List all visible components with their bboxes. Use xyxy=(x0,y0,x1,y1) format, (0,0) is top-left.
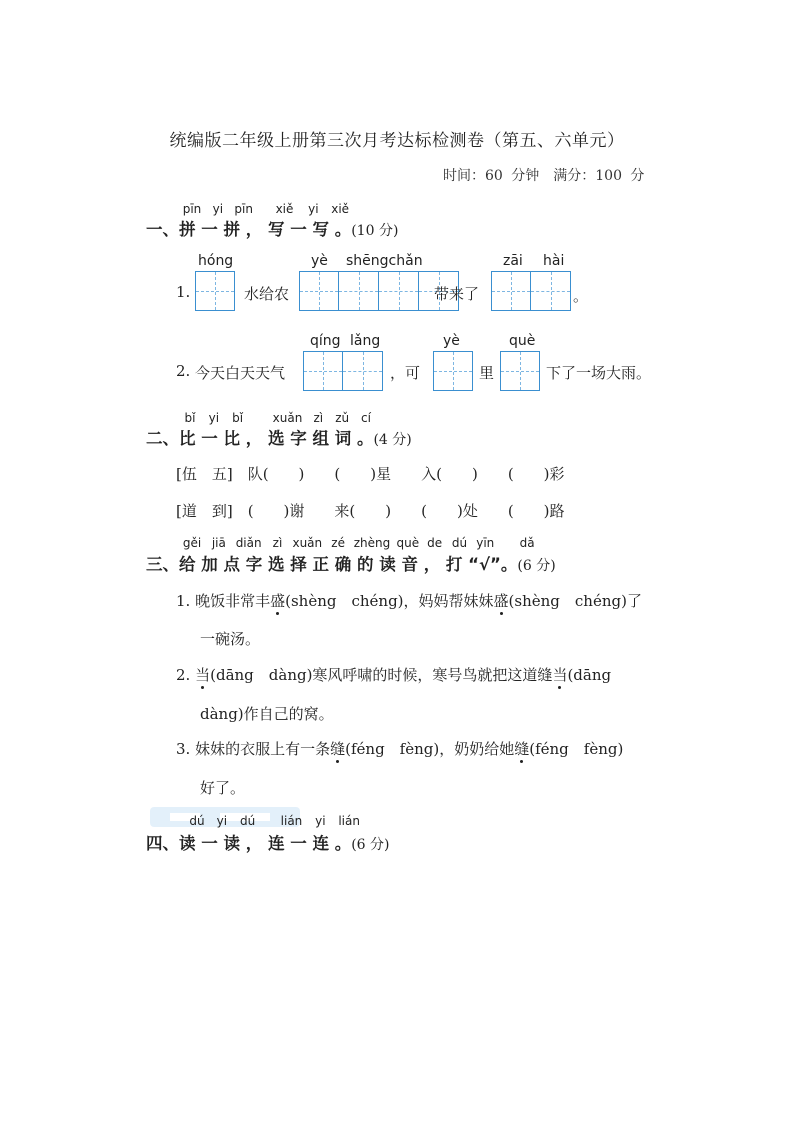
section3-heading: 三、给 加 点 字 选 择 正 确 的 读 音 ， 打 “√”。(6 分) xyxy=(146,555,556,574)
q2-text-b: ，可 xyxy=(390,364,421,382)
q2-pinyin-que: què xyxy=(509,333,536,349)
q2-text-c: 里 xyxy=(479,364,495,382)
q1-pinyin-zai: zāi xyxy=(503,253,523,269)
section2-row-1: [伍 五] 队( ) ( )星 入( ) ( )彩 xyxy=(176,465,565,483)
section3-item-2: 2. 当(dāng dàng)寒风呼啸的时候，寒号鸟就把这道缝当(dāng xyxy=(176,666,612,684)
page-title: 统编版二年级上册第三次月考达标检测卷（第五、六单元） xyxy=(169,131,625,151)
section1-heading-pinyin: pīn yi pīn xiě yi xiě xyxy=(182,202,350,216)
section4-heading-pinyin: dú yi dú lián yi lián xyxy=(189,814,360,828)
section1-heading: 一、拼 一 拼 ， 写 一 写 。(10 分) xyxy=(146,220,399,239)
section3-item-3: 3. 妹妹的衣服上有一条缝(féng fèng)，奶奶给她缝(féng fèng) xyxy=(176,740,624,758)
section3-heading-pinyin: gěi jiā diǎn zì xuǎn zé zhèng què de dú yīn dǎ xyxy=(182,536,535,550)
q1-text-a: 水给农 xyxy=(244,285,290,303)
section3-item-1-cont: 一碗汤。 xyxy=(200,630,261,648)
q2-pinyin-ye: yè xyxy=(443,333,460,349)
section2-heading-pinyin: bǐ yi bǐ xuǎn zì zǔ cí xyxy=(184,411,371,425)
time-score-line: 时间：60 分钟 满分：100 分 xyxy=(443,168,645,184)
q2-grid-qinglang[interactable] xyxy=(303,351,383,391)
section4-heading: 四、读 一 读 ， 连 一 连 。(6 分) xyxy=(146,834,390,853)
q2-grid-ye[interactable] xyxy=(433,351,473,391)
q2-grid-que[interactable] xyxy=(500,351,540,391)
q1-grid-hong[interactable] xyxy=(195,271,235,311)
q1-pinyin-hai: hài xyxy=(543,253,565,269)
q1-pinyin-ye: yè xyxy=(311,253,328,269)
q1-text-b: 带来了 xyxy=(434,285,480,303)
q2-pinyin-lang: lǎng xyxy=(350,333,381,349)
section3-item-2-cont: dàng)作自己的窝。 xyxy=(200,705,334,723)
section3-item-3-cont: 好了。 xyxy=(200,779,246,797)
section3-item-1: 1. 晚饭非常丰盛(shèng chéng)，妈妈帮妹妹盛(shèng chéng)了 xyxy=(176,592,642,610)
q1-number: 1. xyxy=(176,283,191,301)
section2-heading: 二、比 一 比 ， 选 字 组 词 。(4 分) xyxy=(146,429,412,448)
q1-pinyin-shengchan: shēngchǎn xyxy=(346,253,423,269)
q1-grid-zaihai[interactable] xyxy=(491,271,571,311)
section2-row-2: [道 到] ( )谢 来( ) ( )处 ( )路 xyxy=(176,502,565,520)
q2-number: 2. xyxy=(176,362,191,380)
q2-pinyin-qing: qíng xyxy=(310,333,341,349)
q1-pinyin-hong: hóng xyxy=(198,253,234,269)
q2-text-d: 下了一场大雨。 xyxy=(546,364,652,382)
q1-text-c: 。 xyxy=(573,287,589,305)
q2-text-a: 今天白天天气 xyxy=(195,364,286,382)
